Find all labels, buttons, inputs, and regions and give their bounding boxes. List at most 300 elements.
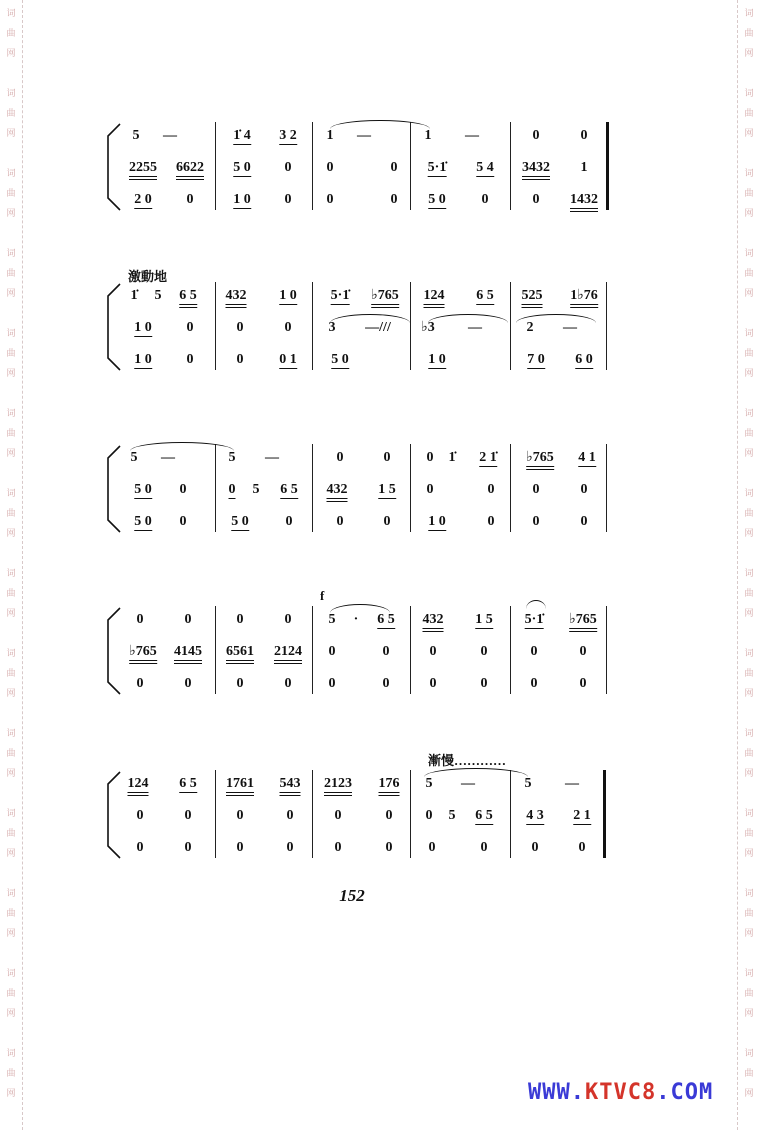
score-note [386,808,393,824]
note-text: 0 [136,612,144,627]
watermark-char: 曲 [744,29,754,39]
note-text: 0 [334,840,342,855]
note-text: 1 [424,128,432,143]
score-note [137,840,144,856]
note-text: 0 [530,676,538,691]
note-text: 0 [425,808,433,823]
score-note [479,450,497,466]
score-note [287,808,294,824]
watermark-char: 网 [744,769,754,779]
score-note [226,288,247,304]
note-text: 0 [236,808,244,823]
note-text: — [265,450,279,465]
watermark-char: 曲 [6,669,16,679]
watermark-char: 曲 [6,749,16,759]
score-note [377,612,395,628]
slur-mark [526,600,546,609]
score-note [324,776,352,792]
score-note [481,840,488,856]
left-watermark-strip [0,0,23,1130]
score-note [581,482,588,498]
score-note [426,776,433,792]
note-text: 0 [530,644,538,659]
note-text: 1 0 [233,192,251,207]
note-text: ♭765 [526,450,554,470]
note-text: 6 5 [476,288,494,303]
watermark-char: 词 [744,1049,754,1059]
note-text: 5 4 [476,160,494,175]
note-text: 5 0 [233,160,251,175]
score-note [384,514,391,530]
final-barline [603,770,606,858]
score-note [335,840,342,856]
watermark-char: 曲 [6,109,16,119]
score-note [285,676,292,692]
barline [606,444,607,532]
note-text: 3 [328,320,336,335]
watermark-char: 网 [744,209,754,219]
watermark-char: 词 [744,409,754,419]
watermark-char: 网 [744,369,754,379]
score-note [525,612,544,628]
score-note [134,320,152,336]
final-barline [606,122,609,210]
note-text: 1 0 [134,352,152,367]
score-note [327,482,348,498]
score-note [137,676,144,692]
score-note [185,808,192,824]
score-note [526,808,544,824]
watermark-char: 网 [6,449,16,459]
score-note [329,612,336,628]
score-note [482,192,489,208]
barline [215,282,216,370]
score-note [237,808,244,824]
note-text: 2 [526,320,534,335]
note-text: 0 [429,676,437,691]
note-text: 0 [428,840,436,855]
score-note [131,288,138,304]
note-text: 1̇ [448,450,456,465]
watermark-char: 词 [744,9,754,19]
score-note [476,160,494,176]
score-note [531,676,538,692]
note-text: 0 [531,840,539,855]
note-text: 3432 [522,160,550,180]
watermark-char: 曲 [744,509,754,519]
expression-marking: 漸慢………… [428,753,507,768]
note-text: 0 [179,514,187,529]
score-note [274,644,302,660]
watermark-char: 网 [6,689,16,699]
watermark-char: 词 [744,89,754,99]
score-note [565,776,579,792]
barline [410,122,411,210]
note-text: 1♭76 [570,288,598,308]
note-text: 0 [383,514,391,529]
score-note [426,808,433,824]
barline [312,122,313,210]
watermark-char: 词 [744,649,754,659]
note-text: 432 [423,612,444,632]
note-text: 0 [236,320,244,335]
score-note [237,840,244,856]
watermark-char: 词 [744,169,754,179]
note-text: 0 [487,514,495,529]
watermark-char: 网 [744,529,754,539]
barline [410,606,411,694]
watermark-char: 曲 [6,429,16,439]
note-text: 0 [580,482,588,497]
score-note [237,352,244,368]
note-text: 5 [130,450,138,465]
note-text: 0 [284,320,292,335]
watermark-char: 网 [744,689,754,699]
note-text: 0 [284,160,292,175]
note-text: 0 [284,676,292,691]
watermark-char: 曲 [744,109,754,119]
barline [312,282,313,370]
watermark-char: 曲 [744,909,754,919]
note-text: 0 [579,644,587,659]
note-text: — [161,450,175,465]
score-note [465,128,479,144]
note-text: — [461,776,475,791]
note-text: ♭3 [421,320,435,335]
score-note [226,776,254,792]
watermark-char: 词 [744,729,754,739]
note-text: 2124 [274,644,302,664]
score-note [161,450,175,466]
right-watermark-column [738,0,760,1130]
score-note [180,514,187,530]
watermark-char: 网 [744,1009,754,1019]
watermark-char: 网 [6,289,16,299]
score-note [253,482,260,498]
note-text: 4 3 [526,808,544,823]
note-text: 5 0 [134,482,152,497]
score-note [128,776,149,792]
watermark-char: 曲 [744,589,754,599]
note-text: 0 [326,160,334,175]
note-text: 4145 [174,644,202,664]
score-note [575,352,593,368]
note-text: 2 0 [134,192,152,207]
score-note [279,288,297,304]
note-text: 0 [429,644,437,659]
note-text: 5 0 [428,192,446,207]
note-text: 0 [328,644,336,659]
left-watermark-column [0,0,22,1130]
watermark-char: 曲 [6,189,16,199]
score-note [174,644,202,660]
score-note [449,450,456,466]
note-text: 0 [286,840,294,855]
watermark-char: 网 [6,1009,16,1019]
slur-mark [330,120,430,129]
score-note [570,192,598,208]
watermark-char: 曲 [6,589,16,599]
score-note [287,840,294,856]
note-text: 5 [328,612,336,627]
slur-mark [330,604,390,613]
note-text: 4 1 [578,450,596,465]
watermark-char: 词 [6,649,16,659]
note-text: 1 5 [475,612,493,627]
watermark-char: 词 [6,969,16,979]
note-text: 5 [448,808,456,823]
score-note [427,482,434,498]
note-text: — [163,128,177,143]
note-text: — [563,320,577,335]
score-note [580,644,587,660]
note-text: 0 [184,808,192,823]
watermark-char: 网 [6,1089,16,1099]
score-note [327,160,334,176]
note-text: 0 [532,192,540,207]
barline [312,606,313,694]
score-note [428,514,446,530]
note-text: 6 5 [179,288,197,308]
watermark-char: 词 [744,889,754,899]
note-text: 6622 [176,160,204,180]
note-text: 7 0 [527,352,545,367]
note-text: 2 1̇ [479,450,497,465]
expression-marking: 激動地 [128,269,168,284]
watermark-char: 词 [744,969,754,979]
score-note [233,192,251,208]
watermark-char: 网 [744,849,754,859]
note-text: ♭765 [371,288,399,308]
barline [312,444,313,532]
score-note [285,160,292,176]
note-text: 0 [184,612,192,627]
score-note [580,676,587,692]
score-note [279,352,297,368]
score-note [481,676,488,692]
watermark-char: 词 [6,169,16,179]
score-note [187,192,194,208]
watermark-char: 网 [744,129,754,139]
score-note [229,482,236,498]
note-text: 0 [385,808,393,823]
score-note [427,450,434,466]
barline [410,770,411,858]
score-note [371,288,399,304]
site-url-mid: KTVC8 [584,1080,657,1105]
note-text: 0 [383,450,391,465]
watermark-char: 词 [6,89,16,99]
note-text: 0 [580,514,588,529]
score-note [286,514,293,530]
barline [215,122,216,210]
score-note [488,482,495,498]
watermark-char: 曲 [744,669,754,679]
note-text: ♭765 [569,612,597,632]
barline [510,282,511,370]
note-text: 0 [284,612,292,627]
note-text: 5 0 [331,352,349,367]
note-text: 5 0 [134,514,152,529]
watermark-char: 曲 [744,429,754,439]
watermark-char: 词 [744,329,754,339]
watermark-char: 网 [744,49,754,59]
score-note [280,482,298,498]
score-note [581,514,588,530]
score-note [522,160,550,176]
note-text: 1761 [226,776,254,796]
score-note [423,612,444,628]
note-text: 0 [578,840,586,855]
score-note [525,776,532,792]
barline [410,444,411,532]
note-text: 0 [236,840,244,855]
note-text: 0 [532,514,540,529]
watermark-char: 曲 [6,269,16,279]
note-text: 3 2 [279,128,297,143]
score-note [386,840,393,856]
score-note [265,450,279,466]
watermark-char: 网 [6,209,16,219]
score-note [285,320,292,336]
note-text: 0 [481,192,489,207]
note-text: 124 [128,776,149,796]
note-text: 6 5 [475,808,493,823]
note-text: 0 [136,676,144,691]
barline [606,282,607,370]
note-text: 0 [326,192,334,207]
barline [606,606,607,694]
note-text: — [565,776,579,791]
score-note [329,676,336,692]
watermark-char: 曲 [744,829,754,839]
note-text: 2123 [324,776,352,796]
note-text: 1 0 [428,514,446,529]
watermark-char: 网 [6,369,16,379]
slur-mark [424,768,528,777]
note-text: 1 [326,128,334,143]
watermark-char: 网 [744,1089,754,1099]
score-note [134,482,152,498]
note-text: 0 [390,192,398,207]
note-text: 0 [186,192,194,207]
slur-mark [428,314,508,323]
system-bracket [100,282,124,372]
watermark-char: 曲 [6,29,16,39]
note-text: 0 [186,352,194,367]
watermark-char: 曲 [6,509,16,519]
watermark-char: 词 [744,489,754,499]
score-note [237,320,244,336]
page-number: 152 [339,886,365,905]
score-note [378,482,396,498]
note-text: 0 [382,676,390,691]
barline [215,770,216,858]
note-text: · [353,612,359,627]
note-text: 1 0 [134,320,152,335]
watermark-char: 曲 [744,749,754,759]
watermark-char: 网 [6,49,16,59]
barline [312,770,313,858]
note-text: 5·1̇ [427,160,447,175]
system-bracket [100,606,124,696]
note-text: 0 [336,450,344,465]
score-note [237,676,244,692]
score-note [229,450,236,466]
barline [215,444,216,532]
watermark-char: 网 [744,289,754,299]
watermark-char: 词 [6,889,16,899]
note-text: 432 [226,288,247,308]
score-note [527,352,545,368]
watermark-char: 曲 [6,909,16,919]
score-note [428,160,447,176]
watermark-char: 词 [6,729,16,739]
score-note [354,612,359,628]
system-bracket [100,770,124,860]
barline [510,444,511,532]
watermark-char: 词 [6,409,16,419]
watermark-char: 词 [6,489,16,499]
note-text: 1̇ [130,288,138,303]
watermark-char: 网 [6,769,16,779]
note-text: 0 [579,676,587,691]
watermark-char: 曲 [744,989,754,999]
note-text: 5·1̇ [330,288,350,303]
watermark-char: 词 [744,249,754,259]
score-note [391,192,398,208]
score-note [581,128,588,144]
watermark-char: 网 [744,609,754,619]
slur-mark [516,314,596,323]
watermark-char: 网 [6,529,16,539]
note-text: 0 [480,840,488,855]
note-text: 0 [336,514,344,529]
score-note [569,612,597,628]
score-note [526,450,554,466]
score-note [522,288,543,304]
note-text: 5 [228,450,236,465]
score-note [134,352,152,368]
barline [215,606,216,694]
note-text: 0 [184,676,192,691]
score-note [570,288,598,304]
score-note [581,160,588,176]
watermark-char: 网 [744,929,754,939]
note-text: ♭765 [129,644,157,664]
score-note [231,514,249,530]
note-text: 0 [136,808,144,823]
note-text: 1 5 [378,482,396,497]
score-note [391,160,398,176]
right-watermark-strip [737,0,760,1130]
note-text: 6 0 [575,352,593,367]
note-text: — [357,128,371,143]
score-note [475,612,493,628]
site-url-watermark [528,1080,713,1105]
note-text: 0 [487,482,495,497]
score-note [233,160,251,176]
score-note [285,612,292,628]
score-note [179,288,197,304]
note-text: 0 [228,482,236,497]
note-text: 0 [385,840,393,855]
score-note [429,840,436,856]
score-note [176,160,204,176]
score-note [285,192,292,208]
score-note [357,128,371,144]
note-text: 5 [252,482,260,497]
